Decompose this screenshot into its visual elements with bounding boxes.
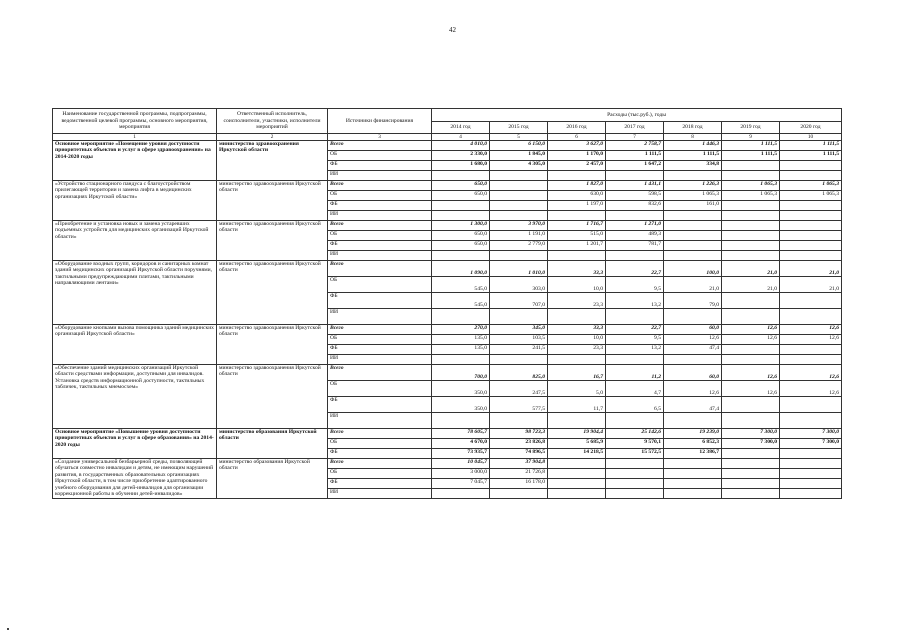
expense-value: 10,0 bbox=[548, 277, 606, 293]
expense-value: 3 627,0 bbox=[548, 141, 606, 151]
funding-source: ОБ bbox=[328, 151, 432, 161]
funding-source: ОБ bbox=[328, 277, 432, 293]
funding-source: ФБ bbox=[328, 397, 432, 413]
funding-source: ИИ bbox=[328, 309, 432, 325]
expense-value bbox=[664, 211, 722, 221]
expense-value: 7 300,0 bbox=[722, 439, 780, 449]
expense-value: 1 065,3 bbox=[722, 181, 780, 191]
expense-value bbox=[722, 201, 780, 211]
expense-value: 247,5 bbox=[490, 381, 548, 397]
expense-value: 21,0 bbox=[780, 261, 842, 277]
expense-value: 12,6 bbox=[780, 365, 842, 381]
expense-value bbox=[722, 397, 780, 413]
responsible-executor: министерство образования Иркутской области bbox=[217, 459, 328, 499]
expense-value: 12,6 bbox=[664, 381, 722, 397]
expense-value: 25 142,6 bbox=[606, 429, 664, 439]
expense-value: 74 896,5 bbox=[490, 449, 548, 459]
header-year: 2018 год bbox=[664, 122, 722, 134]
table-row bbox=[53, 261, 842, 277]
funding-source: Всего bbox=[328, 221, 432, 231]
expense-value: 21,0 bbox=[722, 277, 780, 293]
expense-value: 10 045,7 bbox=[432, 459, 490, 469]
expense-value: 12,6 bbox=[780, 335, 842, 345]
expense-value bbox=[606, 171, 664, 181]
expense-value: 12,6 bbox=[722, 325, 780, 335]
expense-value: 350,0 bbox=[432, 397, 490, 413]
expense-value bbox=[664, 251, 722, 261]
expense-value bbox=[722, 161, 780, 171]
responsible-executor: министерство здравоохранения Иркутской области bbox=[217, 261, 328, 325]
funding-source: ОБ bbox=[328, 335, 432, 345]
expense-value: 832,6 bbox=[606, 201, 664, 211]
header-column-number: 4 bbox=[432, 134, 490, 141]
expense-value: 2 457,0 bbox=[548, 161, 606, 171]
expense-value bbox=[722, 221, 780, 231]
header-year: 2016 год bbox=[548, 122, 606, 134]
table-row bbox=[53, 181, 842, 191]
expense-value bbox=[432, 355, 490, 365]
expense-value bbox=[780, 449, 842, 459]
expense-value: 60,0 bbox=[664, 325, 722, 335]
responsible-executor: министерство здравоохранения Иркутской области bbox=[217, 325, 328, 365]
expense-value: 23,3 bbox=[548, 293, 606, 309]
expense-value: 598,5 bbox=[606, 191, 664, 201]
header-column-number: 9 bbox=[722, 134, 780, 141]
expense-value: 1 201,7 bbox=[548, 241, 606, 251]
expense-value: 12 386,7 bbox=[664, 449, 722, 459]
expense-value bbox=[548, 459, 606, 469]
expense-value: 1 065,3 bbox=[780, 191, 842, 201]
expense-value: 1 111,5 bbox=[664, 151, 722, 161]
expense-value bbox=[548, 309, 606, 325]
expense-value bbox=[664, 241, 722, 251]
expense-value bbox=[490, 181, 548, 191]
funding-source: ОБ bbox=[328, 191, 432, 201]
expense-value: 650,0 bbox=[432, 191, 490, 201]
expense-value: 7 300,0 bbox=[780, 429, 842, 439]
expense-value bbox=[490, 309, 548, 325]
responsible-executor: министерство здравоохранения Иркутской области bbox=[217, 221, 328, 261]
header-column-number: 5 bbox=[490, 134, 548, 141]
expense-value: 47,4 bbox=[664, 345, 722, 355]
expense-value: 161,0 bbox=[664, 201, 722, 211]
expense-value: 12,6 bbox=[722, 381, 780, 397]
funding-source: ИИ bbox=[328, 211, 432, 221]
header-year: 2015 год bbox=[490, 122, 548, 134]
funding-source: Всего bbox=[328, 325, 432, 335]
expense-value bbox=[722, 459, 780, 469]
expense-value bbox=[780, 231, 842, 241]
expense-value: 241,5 bbox=[490, 345, 548, 355]
expense-value: 11,7 bbox=[548, 397, 606, 413]
funding-source: Всего bbox=[328, 429, 432, 439]
expense-value: 825,0 bbox=[490, 365, 548, 381]
expense-value bbox=[780, 201, 842, 211]
funding-source: ИИ bbox=[328, 489, 432, 499]
expense-value: 2 779,0 bbox=[490, 241, 548, 251]
table-row bbox=[53, 325, 842, 335]
expense-value: 79,0 bbox=[664, 293, 722, 309]
expense-value: 12,6 bbox=[780, 325, 842, 335]
table-row bbox=[53, 365, 842, 381]
expense-value: 73 935,7 bbox=[432, 449, 490, 459]
expense-value bbox=[490, 201, 548, 211]
expense-value: 4 305,0 bbox=[490, 161, 548, 171]
expense-value: 2 330,0 bbox=[432, 151, 490, 161]
header-column-number: 2 bbox=[217, 134, 328, 141]
expense-value bbox=[432, 309, 490, 325]
expense-value: 47,4 bbox=[664, 397, 722, 413]
measure-name: Основное мероприятие «Помещение уровня доступности приоритетных объектов и услуг в сфере здравоохранения» на 2014-2020 годы bbox=[53, 141, 217, 181]
measure-name: Основное мероприятие «Повышение уровня доступности приоритетных объектов и услуг в сфере образования» на 2014-2020 годы bbox=[53, 429, 217, 459]
funding-source: ФБ bbox=[328, 449, 432, 459]
expense-value bbox=[432, 251, 490, 261]
expense-value: 5,0 bbox=[548, 381, 606, 397]
measure-name: «Приобретение и установка новых и замена устаревших подъемных устройств для медицинских организаций Иркутской области» bbox=[53, 221, 217, 261]
expense-value: 2 758,7 bbox=[606, 141, 664, 151]
expense-value bbox=[490, 211, 548, 221]
expense-value: 135,0 bbox=[432, 335, 490, 345]
expense-value: 10,0 bbox=[548, 335, 606, 345]
header-responsible: Ответственный исполнитель, соисполнители, участники, исполнители мероприятий bbox=[217, 109, 328, 134]
page-number: 42 bbox=[449, 26, 456, 34]
expense-value bbox=[548, 413, 606, 429]
expense-value bbox=[490, 413, 548, 429]
expense-value: 100,0 bbox=[664, 261, 722, 277]
expense-value bbox=[606, 469, 664, 479]
expense-value bbox=[606, 459, 664, 469]
expense-value: 23 826,8 bbox=[490, 439, 548, 449]
funding-source: ИИ bbox=[328, 171, 432, 181]
funding-source: Всего bbox=[328, 141, 432, 151]
expense-value: 700,0 bbox=[432, 365, 490, 381]
expense-value: 1 716,7 bbox=[548, 221, 606, 231]
expense-value bbox=[606, 489, 664, 499]
expense-value: 345,0 bbox=[490, 325, 548, 335]
expense-value: 7 300,0 bbox=[780, 439, 842, 449]
expense-value: 1 111,5 bbox=[722, 141, 780, 151]
expense-value bbox=[722, 251, 780, 261]
expense-value: 4 010,0 bbox=[432, 141, 490, 151]
header-year: 2017 год bbox=[606, 122, 664, 134]
header-year: 2020 год bbox=[780, 122, 842, 134]
measure-name: «Создание универсальной безбарьерной среды, позволяющей обучаться совместно инвалидам и детям, не имеющим нарушений развития, в государственных образовательных организациях Иркутской области, в том числе приобретение адаптированного учебного оборудования для детей-инвалидов для организации коррекционной работы в обучении детей-инвалидов» bbox=[53, 459, 217, 499]
responsible-executor: министерство здравоохранения Иркутской области bbox=[217, 181, 328, 221]
expense-value: 630,0 bbox=[548, 191, 606, 201]
expense-value bbox=[780, 171, 842, 181]
expense-value bbox=[548, 211, 606, 221]
expense-value bbox=[490, 355, 548, 365]
header-column-number: 8 bbox=[664, 134, 722, 141]
expense-value: 11,2 bbox=[606, 365, 664, 381]
funding-source: ФБ bbox=[328, 161, 432, 171]
expense-value bbox=[722, 241, 780, 251]
expense-value: 1 647,2 bbox=[606, 161, 664, 171]
measure-name: «Оборудование кнопками вызова помощника зданий медицинских организаций Иркутской области» bbox=[53, 325, 217, 365]
expense-value bbox=[780, 293, 842, 309]
funding-source: ИИ bbox=[328, 413, 432, 429]
expense-value: 1 111,5 bbox=[780, 151, 842, 161]
expense-value: 135,0 bbox=[432, 345, 490, 355]
expense-value: 1 010,0 bbox=[490, 261, 548, 277]
expense-value bbox=[432, 413, 490, 429]
funding-source: Всего bbox=[328, 261, 432, 277]
expense-value: 489,3 bbox=[606, 231, 664, 241]
funding-source: ФБ bbox=[328, 241, 432, 251]
table-row bbox=[53, 459, 842, 469]
header-name: Наименование государственной программы, подпрограммы, ведомственной целевой программы, основного мероприятия, мероприятия bbox=[53, 109, 217, 134]
header-column-number: 6 bbox=[548, 134, 606, 141]
expense-value bbox=[722, 171, 780, 181]
expense-value bbox=[432, 171, 490, 181]
expense-value: 707,0 bbox=[490, 293, 548, 309]
expense-value bbox=[722, 489, 780, 499]
expense-value bbox=[490, 191, 548, 201]
measure-name: «Оборудование входных групп, коридоров и санитарных комнат зданий медицинских организаций Иркутской области поручнями, тактильными предупреждающими плитами, тактильными направляющими лентами» bbox=[53, 261, 217, 325]
expense-value bbox=[722, 211, 780, 221]
expense-value: 21,0 bbox=[780, 277, 842, 293]
funding-source: ОБ bbox=[328, 469, 432, 479]
expense-value bbox=[432, 201, 490, 211]
expense-value bbox=[664, 221, 722, 231]
expense-value: 1 111,5 bbox=[780, 141, 842, 151]
expense-value: 1 300,0 bbox=[432, 221, 490, 231]
expense-value: 6,5 bbox=[606, 397, 664, 413]
header-year: 2014 год bbox=[432, 122, 490, 134]
expense-value: 334,8 bbox=[664, 161, 722, 171]
header-column-number: 1 bbox=[53, 134, 217, 141]
expense-value: 545,0 bbox=[432, 277, 490, 293]
expense-value: 1 191,0 bbox=[490, 231, 548, 241]
expense-value: 1 226,3 bbox=[664, 181, 722, 191]
expense-value bbox=[722, 355, 780, 365]
expense-value: 303,0 bbox=[490, 277, 548, 293]
responsible-executor: министерство здравоохранения Иркутской области bbox=[217, 365, 328, 429]
expense-value bbox=[664, 413, 722, 429]
expense-value: 1 446,3 bbox=[664, 141, 722, 151]
expense-value bbox=[490, 171, 548, 181]
expense-value: 1 111,5 bbox=[606, 151, 664, 161]
expense-value: 1 680,0 bbox=[432, 161, 490, 171]
expense-value bbox=[548, 251, 606, 261]
expense-value bbox=[722, 413, 780, 429]
expense-value: 1 065,3 bbox=[664, 191, 722, 201]
expense-value: 19 239,0 bbox=[664, 429, 722, 439]
expense-value: 515,0 bbox=[548, 231, 606, 241]
expense-value: 6 150,0 bbox=[490, 141, 548, 151]
expense-value: 9,5 bbox=[606, 335, 664, 345]
expense-value: 1 827,0 bbox=[548, 181, 606, 191]
header-year: 2019 год bbox=[722, 122, 780, 134]
expenses-table bbox=[52, 108, 842, 499]
funding-source: ИИ bbox=[328, 355, 432, 365]
expense-value bbox=[780, 459, 842, 469]
funding-source: ОБ bbox=[328, 381, 432, 397]
expense-value: 23,3 bbox=[548, 345, 606, 355]
expense-value bbox=[432, 489, 490, 499]
responsible-executor: министерство здравоохранения Иркутской области bbox=[217, 141, 328, 181]
expense-value bbox=[606, 211, 664, 221]
expense-value: 1 271,0 bbox=[606, 221, 664, 231]
expense-value: 650,0 bbox=[432, 181, 490, 191]
expense-value: 98 723,3 bbox=[490, 429, 548, 439]
expense-value: 9,5 bbox=[606, 277, 664, 293]
expense-value: 12,6 bbox=[722, 365, 780, 381]
expense-value bbox=[780, 241, 842, 251]
header-expenses: Расходы (тыс.руб.), годы bbox=[432, 109, 842, 122]
expense-value: 3 000,0 bbox=[432, 469, 490, 479]
expense-value: 12,6 bbox=[664, 335, 722, 345]
expense-value: 21 726,8 bbox=[490, 469, 548, 479]
expense-value: 19 904,4 bbox=[548, 429, 606, 439]
expense-value: 7 300,0 bbox=[722, 429, 780, 439]
expense-value: 545,0 bbox=[432, 293, 490, 309]
expense-value bbox=[548, 355, 606, 365]
table-row bbox=[53, 221, 842, 231]
table-row bbox=[53, 141, 842, 151]
expense-value bbox=[722, 293, 780, 309]
expense-value bbox=[606, 355, 664, 365]
expense-value bbox=[722, 345, 780, 355]
expense-value: 4 670,0 bbox=[432, 439, 490, 449]
expense-value bbox=[780, 211, 842, 221]
funding-source: ОБ bbox=[328, 231, 432, 241]
measure-name: «Обеспечение зданий медицинских организаций Иркутской области средствами информации, доступными для инвалидов. Установка средств информационной доступности, тактильных табличек, тактильных мнемосхем» bbox=[53, 365, 217, 429]
funding-source: Всего bbox=[328, 181, 432, 191]
expense-value bbox=[780, 355, 842, 365]
funding-source: ФБ bbox=[328, 293, 432, 309]
expense-value bbox=[780, 397, 842, 413]
expense-value: 1 845,0 bbox=[490, 151, 548, 161]
expense-value: 37 904,8 bbox=[490, 459, 548, 469]
scan-dot bbox=[7, 628, 9, 630]
expense-value: 12,6 bbox=[722, 335, 780, 345]
funding-source: Всего bbox=[328, 459, 432, 469]
expense-value bbox=[548, 479, 606, 489]
expense-value bbox=[664, 355, 722, 365]
header-column-number: 10 bbox=[780, 134, 842, 141]
expense-value bbox=[664, 231, 722, 241]
table-row bbox=[53, 429, 842, 439]
expense-value bbox=[780, 489, 842, 499]
expense-value bbox=[780, 413, 842, 429]
funding-source: ИИ bbox=[328, 251, 432, 261]
expense-value: 1 111,5 bbox=[722, 151, 780, 161]
funding-source: ФБ bbox=[328, 201, 432, 211]
expense-value: 6 852,3 bbox=[664, 439, 722, 449]
expense-value: 103,5 bbox=[490, 335, 548, 345]
expense-value bbox=[664, 489, 722, 499]
expense-value: 16,7 bbox=[548, 365, 606, 381]
expense-value: 5 685,9 bbox=[548, 439, 606, 449]
expense-value bbox=[606, 251, 664, 261]
expense-value: 1 090,0 bbox=[432, 261, 490, 277]
expense-value bbox=[664, 479, 722, 489]
expense-value bbox=[780, 161, 842, 171]
expense-value bbox=[606, 479, 664, 489]
expense-value: 16 178,0 bbox=[490, 479, 548, 489]
expense-value: 12,6 bbox=[780, 381, 842, 397]
expense-value bbox=[664, 469, 722, 479]
expense-value bbox=[722, 479, 780, 489]
expense-value: 13,2 bbox=[606, 293, 664, 309]
expense-value bbox=[722, 469, 780, 479]
expense-value: 15 572,5 bbox=[606, 449, 664, 459]
expense-value bbox=[780, 345, 842, 355]
expense-value bbox=[664, 459, 722, 469]
expense-value bbox=[780, 479, 842, 489]
expense-value bbox=[780, 251, 842, 261]
expense-value bbox=[722, 449, 780, 459]
expense-value: 577,5 bbox=[490, 397, 548, 413]
expense-value: 1 065,3 bbox=[722, 191, 780, 201]
expense-value: 9 570,1 bbox=[606, 439, 664, 449]
responsible-executor: министерство образования Иркутской области bbox=[217, 429, 328, 459]
header-source: Источники финансирования bbox=[328, 109, 432, 134]
expense-value bbox=[722, 309, 780, 325]
expense-value bbox=[606, 309, 664, 325]
expense-value: 4,7 bbox=[606, 381, 664, 397]
funding-source: Всего bbox=[328, 365, 432, 381]
expense-value: 21,0 bbox=[664, 277, 722, 293]
header-column-number: 7 bbox=[606, 134, 664, 141]
expense-value: 350,0 bbox=[432, 381, 490, 397]
expense-value bbox=[780, 309, 842, 325]
expense-value: 1 170,0 bbox=[548, 151, 606, 161]
expense-value: 3 970,0 bbox=[490, 221, 548, 231]
expense-value: 650,0 bbox=[432, 241, 490, 251]
expense-value: 33,3 bbox=[548, 325, 606, 335]
expense-value: 60,0 bbox=[664, 365, 722, 381]
header-column-number: 3 bbox=[328, 134, 432, 141]
expense-value bbox=[548, 171, 606, 181]
expense-value: 78 605,7 bbox=[432, 429, 490, 439]
expense-value: 1 431,1 bbox=[606, 181, 664, 191]
expense-value: 21,0 bbox=[722, 261, 780, 277]
expense-value: 650,0 bbox=[432, 231, 490, 241]
expense-value bbox=[664, 309, 722, 325]
expense-value bbox=[780, 221, 842, 231]
measure-name: «Устройство стационарного пандуса с благоустройством прилегающей территории и замена лифта в медицинских организациях Иркутской области» bbox=[53, 181, 217, 221]
expense-value bbox=[548, 469, 606, 479]
expense-value bbox=[548, 489, 606, 499]
expense-value bbox=[722, 231, 780, 241]
expense-value: 1 197,0 bbox=[548, 201, 606, 211]
funding-source: ОБ bbox=[328, 439, 432, 449]
expense-value bbox=[490, 489, 548, 499]
expense-value: 33,3 bbox=[548, 261, 606, 277]
expense-value: 1 065,3 bbox=[780, 181, 842, 191]
expense-value bbox=[432, 211, 490, 221]
funding-source: ФБ bbox=[328, 479, 432, 489]
expense-value: 22,7 bbox=[606, 261, 664, 277]
expense-value: 22,7 bbox=[606, 325, 664, 335]
funding-source: ФБ bbox=[328, 345, 432, 355]
expense-value: 7 045,7 bbox=[432, 479, 490, 489]
expense-value: 270,0 bbox=[432, 325, 490, 335]
expense-value: 781,7 bbox=[606, 241, 664, 251]
expense-value: 14 218,5 bbox=[548, 449, 606, 459]
expense-value bbox=[664, 171, 722, 181]
expense-value bbox=[606, 413, 664, 429]
expense-value: 13,2 bbox=[606, 345, 664, 355]
expense-value bbox=[780, 469, 842, 479]
expense-value bbox=[490, 251, 548, 261]
